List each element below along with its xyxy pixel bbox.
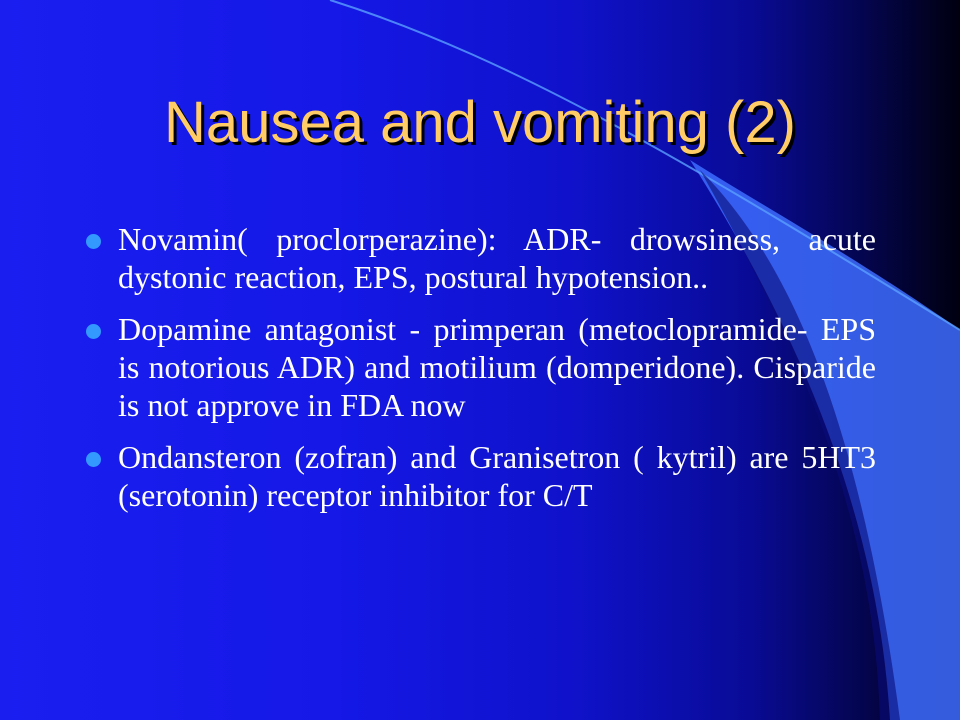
bullet-item bbox=[86, 310, 876, 424]
bullet-dot-icon bbox=[86, 452, 101, 467]
bullet-dot-icon bbox=[86, 324, 101, 339]
bullet-text: Novamin( proclorperazine): ADR- drowsiness, acute dystonic reaction, EPS, postural hypotension.. bbox=[118, 221, 876, 295]
bullet-item bbox=[86, 220, 876, 296]
bullet-item bbox=[86, 438, 876, 514]
bullet-text: Ondansteron (zofran) and Granisetron ( kytril) are 5HT3 (serotonin) receptor inhibitor for C/T bbox=[118, 439, 876, 513]
bullet-dot-icon bbox=[86, 234, 101, 249]
bullet-list bbox=[86, 220, 876, 528]
bullet-text: Dopamine antagonist - primperan (metoclopramide- EPS is notorious ADR) and motilium (domperidone). Cisparide is not approve in FDA now bbox=[118, 311, 876, 423]
slide-title: Nausea and vomiting (2) bbox=[164, 90, 796, 155]
